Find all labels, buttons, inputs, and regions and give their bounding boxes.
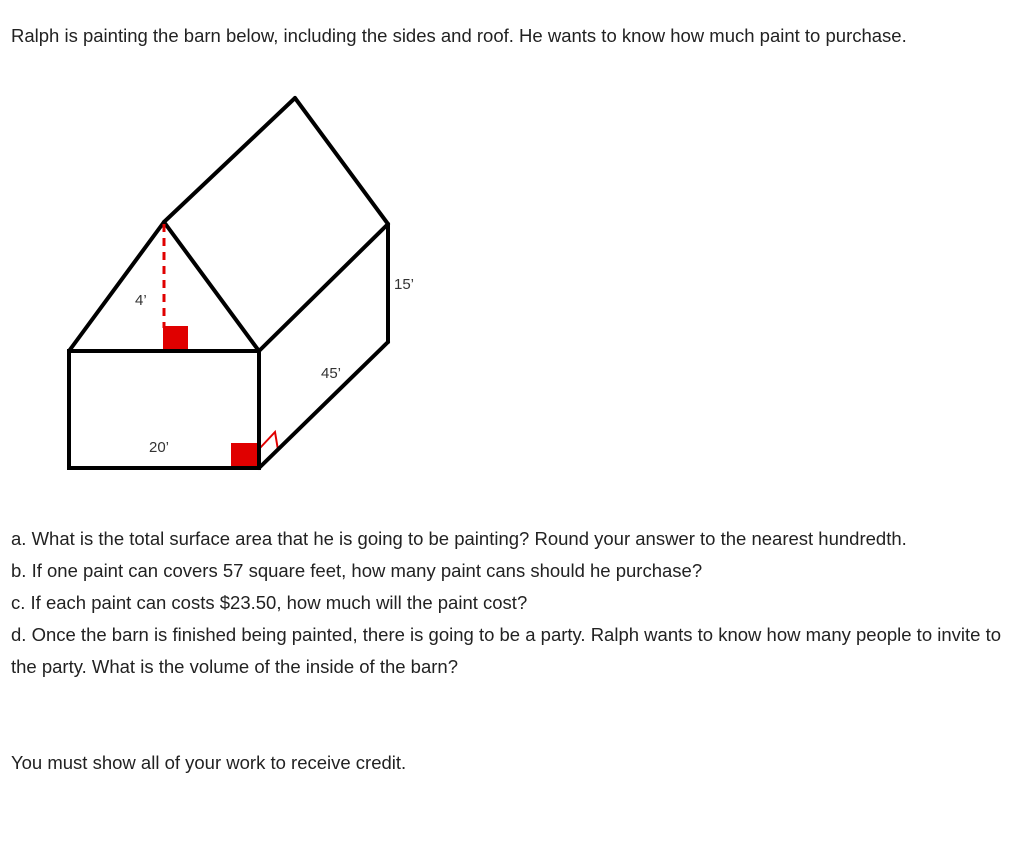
side-right-angle-marker — [260, 432, 278, 450]
height-label: 4’ — [135, 292, 147, 309]
question-b: b. If one paint can covers 57 square feet, how many paint cans should he purchase? — [11, 560, 703, 581]
question-a: a. What is the total surface area that he is going to be painting? Round your answer to the nearest hundredth. — [11, 528, 907, 549]
question-d: d. Once the barn is finished being painted, there is going to be a party. Ralph wants to know how many people to invite to the party. What is the volume of the inside of the barn? — [11, 624, 1002, 677]
slant-label: 15’ — [394, 276, 415, 293]
question-list — [11, 523, 1011, 683]
width-label: 20’ — [149, 439, 170, 456]
roof-eave-line — [259, 224, 388, 351]
roof-back-slope — [295, 98, 388, 224]
question-c: c. If each paint can costs $23.50, how much will the paint cost? — [11, 592, 528, 613]
side-bottom-edge — [259, 342, 388, 468]
peak-right-angle-marker — [163, 326, 188, 352]
base-right-angle-marker — [231, 443, 258, 470]
roof-ridge-line — [164, 98, 295, 222]
problem-intro: Ralph is painting the barn below, including the sides and roof. He wants to know how much paint to purchase. — [11, 25, 907, 46]
length-label: 45’ — [321, 365, 342, 382]
closing-instruction: You must show all of your work to receive credit. — [11, 752, 407, 773]
